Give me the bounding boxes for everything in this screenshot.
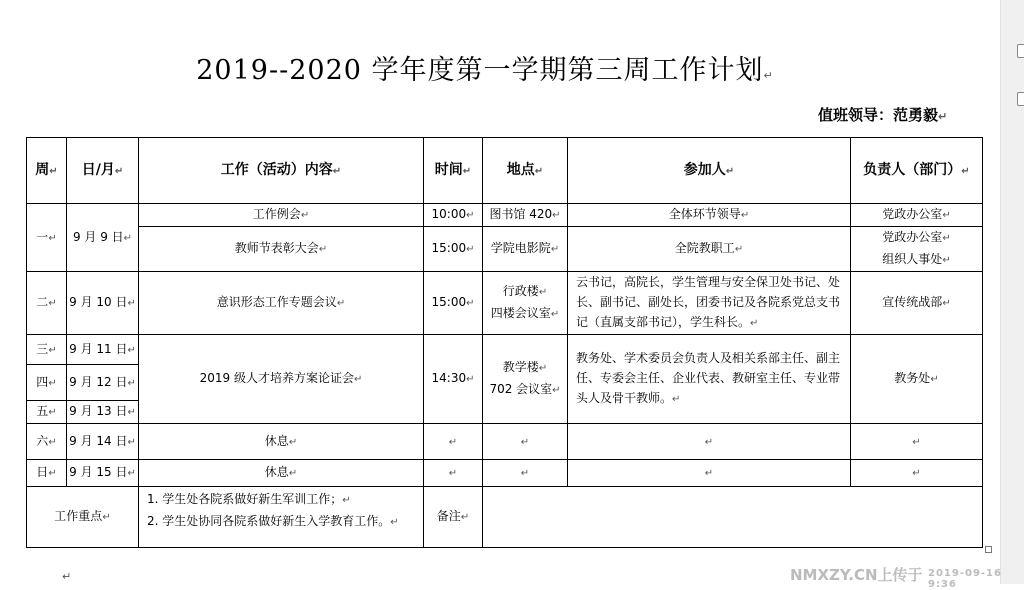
owner-cell: 党政办公室↵	[851, 204, 983, 227]
table-row	[27, 227, 983, 272]
header-owner: 负责人（部门）↵	[851, 138, 983, 204]
page-title: 2019--2020 学年度第一学期第三周工作计划↵	[196, 55, 774, 86]
people-cell: 全院教职工↵	[568, 227, 851, 272]
table-row	[27, 424, 983, 460]
date-cell: 9 月 9 日↵	[67, 204, 139, 272]
duty-leader: 值班领导：范勇毅↵	[818, 106, 948, 124]
place-cell: 教学楼↵ 702 会议室↵	[483, 335, 568, 424]
place-cell: 行政楼↵ 四楼会议室↵	[483, 272, 568, 335]
time-cell: 15:00↵	[424, 272, 483, 335]
date-cell: 9 月 12 日↵	[67, 365, 139, 401]
date-cell: 9 月 15 日↵	[67, 460, 139, 487]
side-toolbar	[1000, 0, 1024, 584]
note-cell	[483, 487, 983, 548]
focus-items: 1. 学生处各院系做好新生军训工作；↵ 2. 学生处协同各院系做好新生入学教育工作。↵	[139, 487, 424, 548]
header-date: 日/月↵	[67, 138, 139, 204]
owner-cell: 党政办公室↵ 组织人事处↵	[851, 227, 983, 272]
watermark-time: 2019-09-16 9:36	[928, 568, 1002, 590]
people-cell: ↵	[568, 424, 851, 460]
place-cell: 学院电影院↵	[483, 227, 568, 272]
people-cell: 全体环节领导↵	[568, 204, 851, 227]
date-cell: 9 月 13 日↵	[67, 401, 139, 424]
week-cell: 五↵	[27, 401, 67, 424]
header-time: 时间↵	[424, 138, 483, 204]
table-row	[27, 335, 983, 365]
content-cell: 教师节表彰大会↵	[139, 227, 424, 272]
header-week: 周↵	[27, 138, 67, 204]
time-cell: ↵	[424, 460, 483, 487]
date-cell: 9 月 14 日↵	[67, 424, 139, 460]
week-cell: 四↵	[27, 365, 67, 401]
people-cell: 云书记，高院长，学生管理与安全保卫处书记、处长、副书记、副处长，团委书记及各院系党总支书记（直属支部书记），学生科长。↵	[568, 272, 851, 335]
place-cell: 图书馆 420↵	[483, 204, 568, 227]
week-cell: 二↵	[27, 272, 67, 335]
owner-cell: 教务处↵	[851, 335, 983, 424]
note-label: 备注↵	[424, 487, 483, 548]
content-cell: 意识形态工作专题会议↵	[139, 272, 424, 335]
focus-label: 工作重点↵	[27, 487, 139, 548]
schedule-table	[26, 137, 983, 548]
time-cell: 15:00↵	[424, 227, 483, 272]
panel-icon[interactable]	[1017, 44, 1024, 58]
time-cell: 10:00↵	[424, 204, 483, 227]
panel-icon[interactable]	[1017, 92, 1024, 106]
owner-cell: ↵	[851, 460, 983, 487]
time-cell: ↵	[424, 424, 483, 460]
watermark-text: NMXZY.CN上传于	[790, 566, 923, 584]
week-cell: 日↵	[27, 460, 67, 487]
week-cell: 一↵	[27, 204, 67, 272]
owner-cell: 宣传统战部↵	[851, 272, 983, 335]
table-row	[27, 204, 983, 227]
footer-row	[27, 487, 983, 548]
content-cell: 休息↵	[139, 460, 424, 487]
week-cell: 六↵	[27, 424, 67, 460]
content-cell: 工作例会↵	[139, 204, 424, 227]
date-cell: 9 月 10 日↵	[67, 272, 139, 335]
header-content: 工作（活动）内容↵	[139, 138, 424, 204]
people-cell: ↵	[568, 460, 851, 487]
place-cell: ↵	[483, 460, 568, 487]
place-cell: ↵	[483, 424, 568, 460]
date-cell: 9 月 11 日↵	[67, 335, 139, 365]
content-cell: 2019 级人才培养方案论证会↵	[139, 335, 424, 424]
people-cell: 教务处、学术委员会负责人及相关系部主任、副主任、专委会主任、企业代表、教研室主任、专业带头人及骨干教师。↵	[568, 335, 851, 424]
header-row	[27, 138, 983, 204]
paragraph-mark: ↵	[62, 570, 72, 583]
owner-cell: ↵	[851, 424, 983, 460]
content-cell: 休息↵	[139, 424, 424, 460]
time-cell: 14:30↵	[424, 335, 483, 424]
header-people: 参加人↵	[568, 138, 851, 204]
page-corner-mark	[985, 546, 992, 553]
table-row	[27, 272, 983, 335]
header-place: 地点↵	[483, 138, 568, 204]
table-row	[27, 460, 983, 487]
week-cell: 三↵	[27, 335, 67, 365]
